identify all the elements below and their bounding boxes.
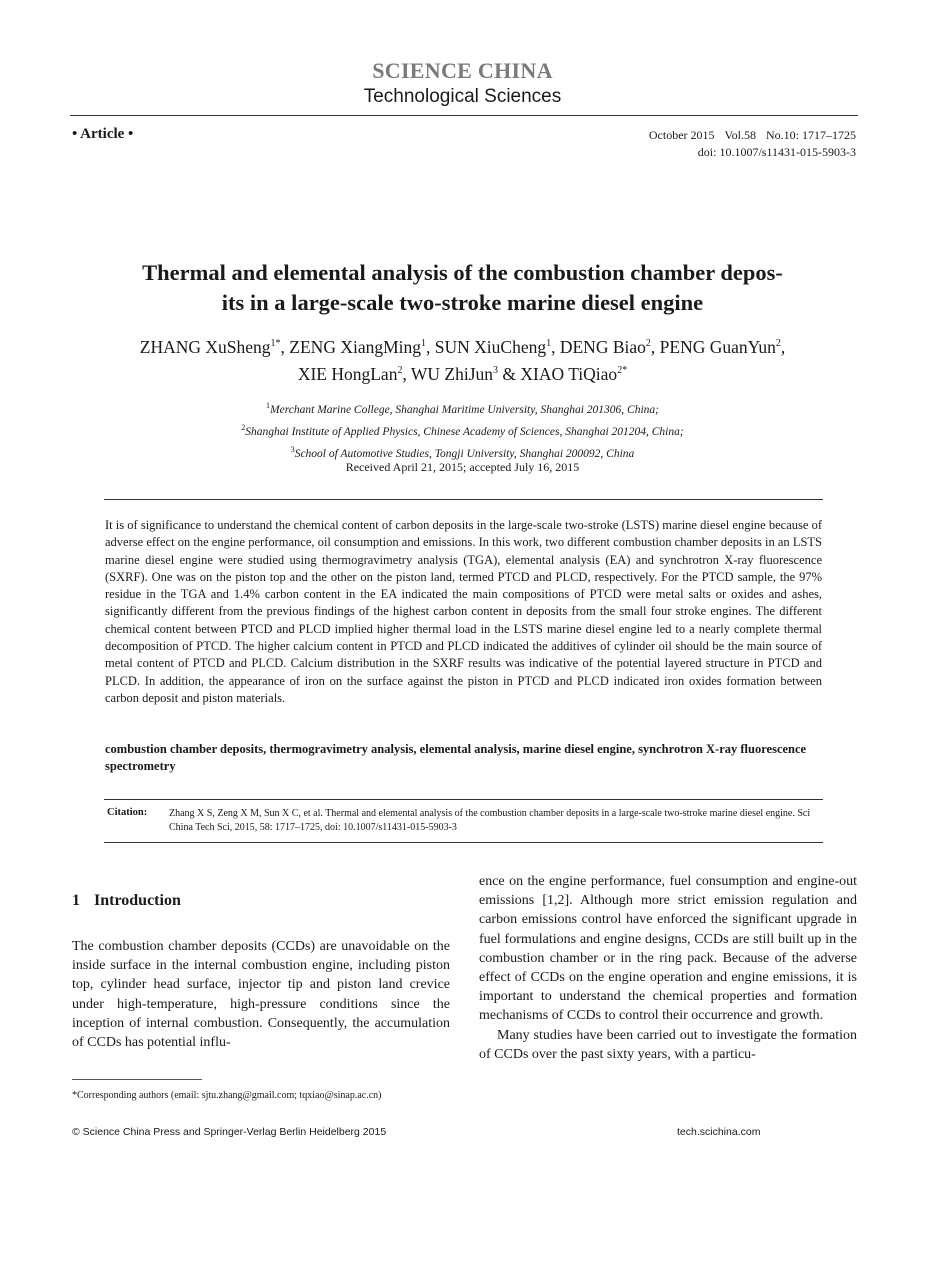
citation-label: Citation: xyxy=(107,807,148,818)
header-divider xyxy=(70,115,858,116)
affiliation: $^1$Merchant Marine College, Shanghai Maritime University, Shanghai 201306, China; xyxy=(266,401,659,416)
author: ZENG XiangMing$^1$, xyxy=(289,336,435,357)
author: DENG Biao$^2$, xyxy=(559,336,660,357)
issue-info xyxy=(639,127,856,161)
author: XIAO TiQiao$^{2*}$ xyxy=(520,363,628,384)
article-type-label: • Article • xyxy=(72,126,134,142)
paper-title-line-1: Thermal and elemental analysis of the combustion chamber depos- xyxy=(142,260,783,285)
author: XIE HongLan$^2$, xyxy=(297,363,411,384)
abstract-text: It is of significance to understand the chemical content of carbon deposits in the large-scale two-stroke (LSTS) marine diesel engine because of adverse effect on the engine performance, oil consumption and emissions. In this work, two different combustion chamber deposits in an LSTS marine diesel engine were studied using thermogravimetry analysis (TGA), elemental analysis (EA) and synchrotron X-ray fluorescence (SXRF). One was on the piston top and the other on the piston land, termed PTCD and PLCD, respectively. For the PTCD sample, the 97% residue in the TGA and 1.4% carbon content in the EA indicated the main compositions of PTCD were metal salts or oxides and ashes, significantly different from the previous findings of the highest carbon content in deposits from the small four stroke engines. The different chemical content between PTCD and PLCD implied higher thermal load in the LSTS marine diesel engine led to a nearly complete thermal decomposition of PTCD. The higher calcium content in PTCD and PLCD indicated the additives of cylinder oil should be the main source of metal content of PTCD and PLCD. Calcium distribution in the SXRF results was indicative of the potential layered structure in PTCD and PLCD. In addition, the appearance of iron on the surface against the piston in PTCD and PLCD indicated iron oxides formation between carbon deposit and piston materials. xyxy=(105,518,822,705)
received-dates: Received April 21, 2015; accepted July 16, 2015 xyxy=(345,460,580,474)
corresponding-author-footnote: *Corresponding authors (email: sjtu.zhang@gmail.com; tqxiao@sinap.ac.cn) xyxy=(72,1090,382,1101)
footnote-divider xyxy=(72,1079,202,1080)
body-column-left xyxy=(72,937,450,1052)
author: ZHANG XuSheng$^{1*}$, xyxy=(139,336,290,357)
affiliation: $^3$School of Automotive Studies, Tongji University, Shanghai 200092, China xyxy=(290,444,635,460)
body-paragraph: ence on the engine performance, fuel consumption and engine-out emissions [1,2]. Although more strict emission regulation and carbon emissions control have enforced the significant upgrade in fuel formulations and engine designs, CCDs are still built up in the combustion chamber or in the ring pack. Because of the adverse effect of CCDs on the engine operation and engine emissions, it is important to understand the chemical properties and formation mechanisms of CCDs to control their occurrence and growth. xyxy=(479,874,857,1024)
issue-date: October 2015 xyxy=(648,128,715,142)
citation-text: Zhang X S, Zeng X M, Sun X C, et al. Thermal and elemental analysis of the combustion chamber deposits in a large-scale two-stroke marine diesel engine. Sci China Tech Sci, 2015, 58: 1717–1725, doi: 10.1007/s11431-015-5903-3 xyxy=(169,808,811,833)
author: WU ZhiJun$^3$ & xyxy=(410,363,521,384)
issue-doi: doi: 10.1007/s11431-015-5903-3 xyxy=(697,145,856,159)
body-paragraph: The combustion chamber deposits (CCDs) are unavoidable on the inside surface in the internal combustion engine, including piston top, cylinder head surface, injector tip and piston land crevice under high-temperature, high-pressure conditions since the inception of internal combustion. Consequently, the accumulation of CCDs has potential influ- xyxy=(72,939,450,1051)
author-list xyxy=(80,332,845,386)
footer-website: tech.scichina.com xyxy=(677,1126,761,1138)
issue-volume: Vol.58 xyxy=(724,128,756,142)
paper-title xyxy=(95,258,830,318)
journal-name: SCIENCE CHINA xyxy=(372,58,553,83)
author: PENG GuanYun$^2$, xyxy=(659,336,786,357)
keywords: combustion chamber deposits, thermogravimetry analysis, elemental analysis, marine diesel engine, synchrotron X-ray fluorescence spectrometry xyxy=(105,742,807,773)
body-paragraph: Many studies have been carried out to investigate the formation of CCDs over the past sixty years, with a particu- xyxy=(479,1027,857,1062)
section-heading xyxy=(72,892,181,910)
footer-copyright: © Science China Press and Springer-Verlag Berlin Heidelberg 2015 xyxy=(72,1126,387,1138)
affiliation: $^2$Shanghai Institute of Applied Physics, Chinese Academy of Sciences, Shanghai 201204, China; xyxy=(241,422,684,438)
body-column-right xyxy=(479,872,857,1064)
citation-top-divider xyxy=(104,799,823,800)
abstract-top-divider xyxy=(104,499,823,500)
affiliations xyxy=(80,397,845,462)
author: SUN XiuCheng$^1$, xyxy=(434,336,560,357)
section-number: 1 xyxy=(72,892,80,909)
issue-number-pages: No.10: 1717–1725 xyxy=(766,128,856,142)
paper-title-line-2: its in a large-scale two-stroke marine diesel engine xyxy=(221,290,704,315)
citation-bottom-divider xyxy=(104,842,823,843)
section-title: Introduction xyxy=(94,892,181,909)
journal-series: Technological Sciences xyxy=(363,86,562,107)
